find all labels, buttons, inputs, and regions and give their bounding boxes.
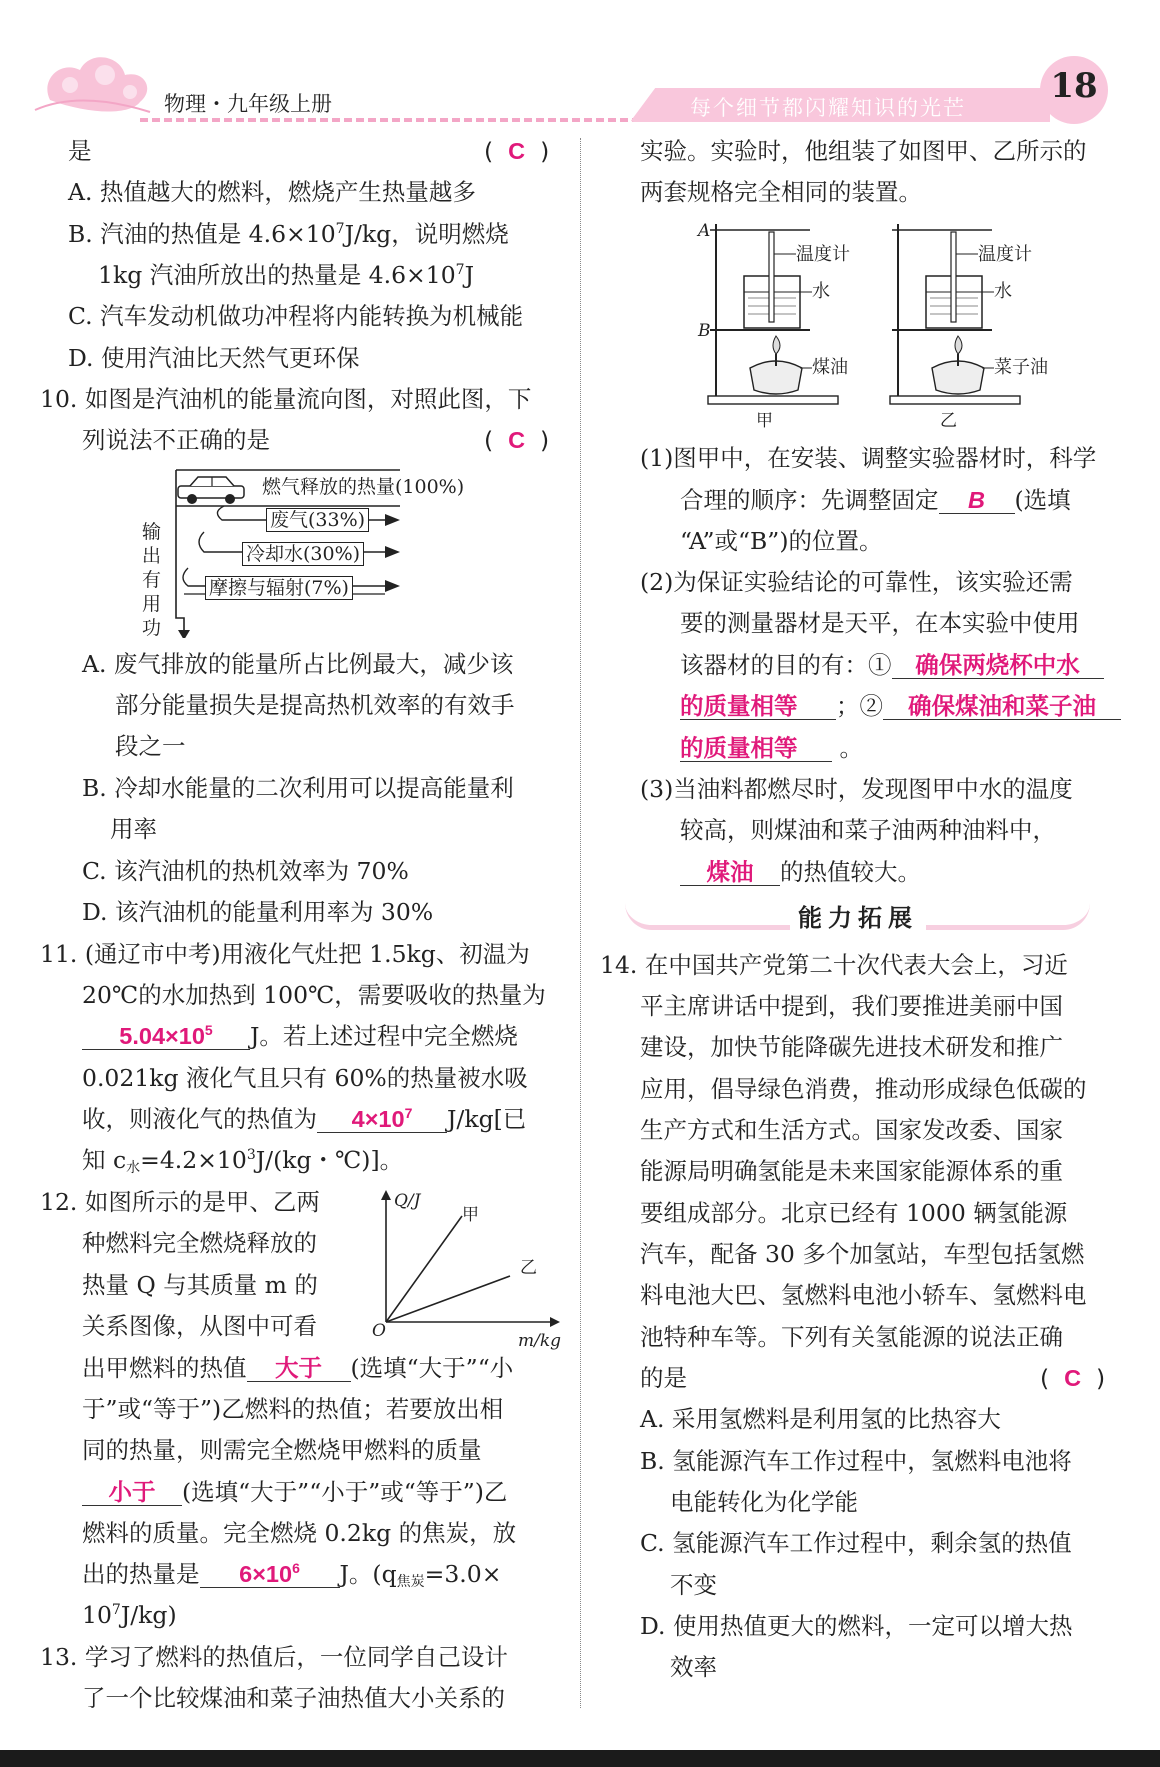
q10-answer: C	[508, 427, 526, 453]
q9-option-a: A. 热值越大的燃料，燃烧产生热量越多	[68, 178, 476, 206]
q12-answer-1: 大于	[275, 1355, 322, 1381]
q11-stem-line2: 20℃的水加热到 100℃，需要吸收的热量为	[82, 981, 546, 1009]
q12-stem-line8: 小于 (选填“大于”“小于”或“等于”)乙	[82, 1478, 507, 1506]
q9-stem-tail: 是	[68, 137, 92, 165]
q14-stem-line11: 的是	[640, 1364, 687, 1392]
q13-part3-answer: 煤油	[706, 859, 754, 885]
q10-option-a-line2: 部分能量损失是提高热机效率的有效手	[115, 691, 515, 719]
q13-cont-line2: 两套规格完全相同的装置。	[640, 178, 922, 206]
q11-stem-line4: 0.021kg 液化气且只有 60%的热量被水吸	[82, 1064, 528, 1092]
q11-stem-line1: 11. (通辽市中考)用液化气灶把 1.5kg、初温为	[40, 940, 530, 968]
q14-stem-line5: 生产方式和生活方式。国家发改委、国家	[640, 1116, 1063, 1144]
diagram-exhaust-label: 废气(33%)	[266, 508, 369, 532]
q14-stem-line7: 要组成部分。北京已经有 1000 辆氢能源	[640, 1199, 1068, 1227]
q14-stem-line3: 建设，加快节能降碳先进技术研发和推广	[640, 1033, 1063, 1061]
q13-part3-line1: (3)当油料都燃尽时，发现图甲中水的温度	[640, 775, 1073, 803]
q14-answer: C	[1064, 1365, 1082, 1391]
q10-stem-line2: 列说法不正确的是	[82, 426, 270, 454]
q13-part1-line3: “A”或“B”)的位置。	[680, 527, 883, 555]
q13-part2-answer-1a: 确保两烧杯中水	[915, 652, 1080, 678]
q13-part2-line4: 的质量相等 ；② 确保煤油和菜子油	[680, 692, 1121, 720]
apparatus-drawing	[700, 218, 1100, 408]
q14-stem-line10: 池特种车等。下列有关氢能源的说法正确	[640, 1323, 1063, 1351]
q14-stem-line2: 平主席讲话中提到，我们要推进美丽中国	[640, 992, 1063, 1020]
q12-stem-line5: 出甲燃料的热值 大于 (选填“大于”“小	[82, 1354, 514, 1382]
q10-stem-line1: 10. 如图是汽油机的能量流向图，对照此图，下	[40, 385, 532, 413]
fig-thermometer-label-1: 温度计	[796, 244, 850, 265]
series-a-line	[386, 1216, 462, 1322]
q13-part1-line1: (1)图甲中，在安装、调整实验器材时，科学	[640, 444, 1097, 472]
fig-caption-2: 乙	[940, 411, 957, 431]
q12-stem-line3: 热量 Q 与其质量 m 的	[82, 1271, 318, 1299]
q11-stem-line5: 收，则液化气的热值为 $4\times 10^7$ J/kg[已	[82, 1105, 527, 1133]
q12-stem-line10: 出的热量是 $6\times 10^6$ J。($q_{焦炭}=3.0\times$	[82, 1560, 502, 1590]
q13-part3-line2: 较高，则煤油和菜子油两种油料中，	[680, 816, 1056, 844]
graph-series-a-label: 甲	[462, 1205, 479, 1225]
column-divider	[580, 138, 581, 1708]
diagram-total-label: 燃气释放的热量(100%)	[262, 476, 465, 498]
q14-option-d-line1: D. 使用热值更大的燃料，一定可以增大热	[640, 1612, 1073, 1640]
q14-stem-line8: 汽车，配备 30 多个加氢站，车型包括氢燃	[640, 1240, 1085, 1268]
q11-stem-line6: 知 $c_水=4.2\times 10^3J/(kg$・℃)]。	[82, 1146, 404, 1176]
graph-series-b-label: 乙	[520, 1258, 537, 1278]
q12-stem-line9: 燃料的质量。完全燃烧 0.2kg 的焦炭，放	[82, 1519, 517, 1547]
q14-option-a: A. 采用氢燃料是利用氢的比热容大	[640, 1405, 1001, 1433]
q9-answer: C	[508, 138, 526, 164]
fig-label-b: B	[698, 321, 711, 341]
q10-option-a-line1: A. 废气排放的能量所占比例最大，减少该	[82, 650, 514, 678]
fig-fuel-label-2: 菜子油	[994, 357, 1048, 378]
q13-part2-line5: 的质量相等 。	[680, 734, 863, 762]
footer-bar	[0, 1750, 1160, 1767]
book-title: 物理・九年级上册	[164, 92, 332, 116]
q14-option-c-line2: 不变	[670, 1571, 717, 1599]
q14-stem-line1: 14. 在中国共产党第二十次代表大会上，习近	[600, 951, 1068, 979]
q9-option-b-line1: B. 汽油的热值是 $4.6\times 10^7J/kg$，说明燃烧	[68, 220, 509, 248]
q13-stem-line2: 了一个比较煤油和菜子油热值大小关系的	[82, 1684, 505, 1712]
page-number: 18	[1050, 66, 1098, 106]
q9-answer-paren: ( C )	[484, 137, 550, 165]
q13-part2-answer-2a: 确保煤油和菜子油	[908, 693, 1096, 719]
header-dashed-line	[140, 118, 640, 122]
fig-fuel-label-1: 煤油	[812, 357, 848, 378]
q12-stem-line6: 于”或“等于”)乙燃料的热值；若要放出相	[82, 1395, 504, 1423]
fig-label-a: A	[698, 221, 711, 241]
q13-part2-answer-1b: 的质量相等	[680, 693, 798, 719]
q14-option-b-line2: 电能转化为化学能	[670, 1488, 858, 1516]
q13-part2-line2: 要的测量器材是天平，在本实验中使用	[680, 609, 1080, 637]
q14-answer-paren: ( C )	[1040, 1364, 1106, 1392]
fig-water-label-2: 水	[994, 281, 1012, 302]
q12-stem-line1: 12. 如图所示的是甲、乙两	[40, 1188, 320, 1216]
q13-part3-line3: 煤油 的热值较大。	[680, 858, 921, 886]
fig-water-label-1: 水	[812, 281, 830, 302]
q9-option-d: D. 使用汽油比天然气更环保	[68, 344, 360, 372]
q10-answer-paren: ( C )	[484, 426, 550, 454]
q10-option-d: D. 该汽油机的能量利用率为 30%	[82, 898, 434, 926]
q10-option-a-line3: 段之一	[115, 732, 186, 760]
q14-option-d-line2: 效率	[670, 1653, 717, 1681]
q10-option-b-line1: B. 冷却水能量的二次利用可以提高能量利	[82, 774, 514, 802]
motto-text: 每个细节都闪耀知识的光芒	[690, 96, 966, 120]
q13-part2-line1: (2)为保证实验结论的可靠性，该实验还需	[640, 568, 1073, 596]
q14-option-c-line1: C. 氢能源汽车工作过程中，剩余氢的热值	[640, 1529, 1072, 1557]
q11-stem-line3: $5.04\times 10^5$ J。若上述过程中完全燃烧	[82, 1022, 518, 1050]
q13-cont-line1: 实验。实验时，他组装了如图甲、乙所示的	[640, 137, 1087, 165]
q12-stem-line4: 关系图像，从图中可看	[82, 1312, 317, 1340]
graph-x-label: m/kg	[518, 1331, 562, 1351]
diagram-useful-work-label: 输出有用功	[142, 521, 162, 639]
diagram-cooling-label: 冷却水(30%)	[242, 542, 364, 566]
q13-stem-line1: 13. 学习了燃料的热值后，一位同学自己设计	[40, 1643, 508, 1671]
q12-stem-line11: $10^7J/kg$)	[82, 1601, 177, 1629]
q11-answer-heat: 5.04×10	[119, 1023, 205, 1049]
diagram-friction-label: 摩擦与辐射(7%)	[205, 576, 353, 600]
q14-stem-line4: 应用，倡导绿色消费，推动形成绿色低碳的	[640, 1075, 1087, 1103]
q12-stem-line2: 种燃料完全燃烧释放的	[82, 1229, 317, 1257]
q12-answer-3: 6×10	[239, 1561, 293, 1587]
q10-option-b-line2: 用率	[110, 815, 157, 843]
q14-option-b-line1: B. 氢能源汽车工作过程中，氢燃料电池将	[640, 1447, 1072, 1475]
fig-thermometer-label-2: 温度计	[978, 244, 1032, 265]
fig-caption-1: 甲	[756, 411, 773, 431]
q13-part1-answer: B	[968, 487, 985, 513]
q14-stem-line6: 能源局明确氢能是未来国家能源体系的重	[640, 1157, 1063, 1185]
q12-stem-line7: 同的热量，则需完全燃烧甲燃料的质量	[82, 1436, 482, 1464]
q14-stem-line9: 料电池大巴、氢燃料电池小轿车、氢燃料电	[640, 1281, 1087, 1309]
graph-origin: O	[372, 1321, 386, 1341]
floral-ornament-icon	[30, 40, 170, 120]
car-icon	[176, 474, 246, 506]
series-b-line	[386, 1276, 510, 1322]
graph-y-label: Q/J	[394, 1191, 421, 1211]
section-title: 能力拓展	[790, 898, 926, 933]
q13-part2-answer-2b: 的质量相等	[680, 735, 798, 761]
q11-answer-heat-value: 4×10	[351, 1106, 405, 1132]
q12-answer-2: 小于	[108, 1479, 156, 1505]
q9-option-b-line2: 1kg 汽油所放出的热量是 $4.6\times 10^7J$	[98, 261, 474, 289]
q13-part1-line2: 合理的顺序：先调整固定 B (选填	[680, 486, 1071, 514]
q13-part2-line3: 该器材的目的有：① 确保两烧杯中水	[680, 651, 1104, 679]
q10-option-c: C. 该汽油机的热机效率为 70%	[82, 857, 409, 885]
q9-option-c: C. 汽车发动机做功冲程将内能转换为机械能	[68, 302, 524, 330]
